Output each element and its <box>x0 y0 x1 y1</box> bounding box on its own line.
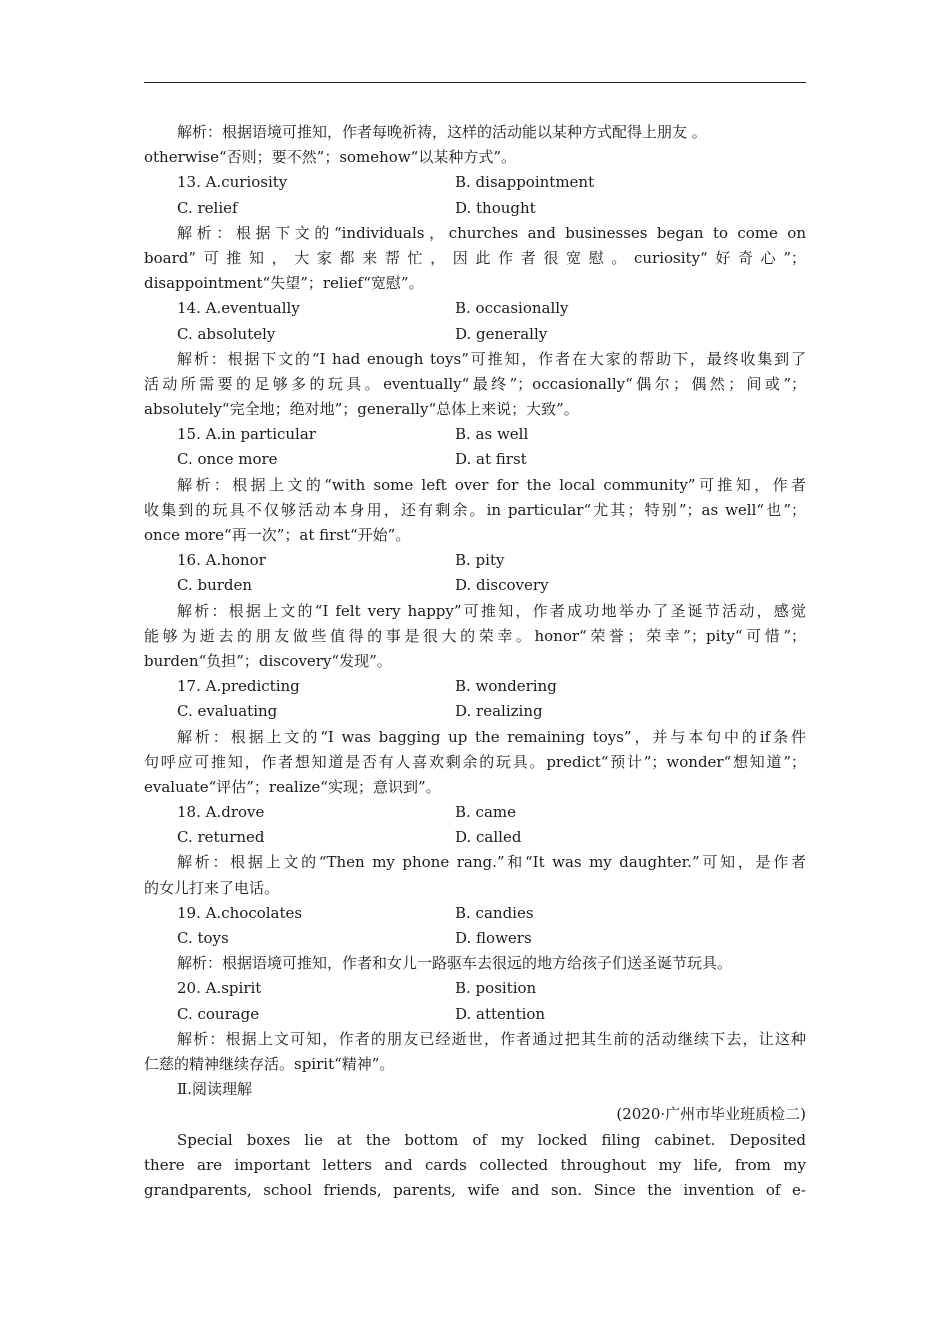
option-row <box>144 296 806 321</box>
option-row <box>144 196 806 221</box>
option-b: B. occasionally <box>455 299 569 318</box>
option-a: 15. A.in particular <box>177 425 316 444</box>
option-a: 18. A.drove <box>177 803 265 822</box>
analysis-line: 活动所需要的足够多的玩具。eventually“最终”；occasionally“偶尔；偶然；间或”； <box>144 374 806 393</box>
option-a: 20. A.spirit <box>177 979 262 998</box>
analysis-line: 解析：根据语境可推知，作者和女儿一路驱车去很远的地方给孩子们送圣诞节玩具。 <box>177 954 733 973</box>
option-row <box>144 674 806 699</box>
option-d: D. flowers <box>455 929 532 947</box>
option-row <box>144 699 806 724</box>
header-rule <box>144 82 806 83</box>
analysis-line: board”可推知，大家都来帮忙，因此作者很宽慰。curiosity“好奇心”； <box>144 248 806 267</box>
analysis-line: 解析：根据上文的“I was bagging up the remaining toys”，并与本句中的if条件 <box>177 727 806 746</box>
option-row <box>144 800 806 825</box>
option-c: C. absolutely <box>177 324 276 343</box>
question-block <box>144 170 806 296</box>
document-content <box>144 120 806 1203</box>
option-d: D. at first <box>455 450 527 469</box>
question-block <box>144 548 806 674</box>
option-a: 13. A.curiosity <box>177 173 288 192</box>
option-row <box>144 976 806 1001</box>
analysis-line: 解析：根据上文可知，作者的朋友已经逝世，作者通过把其生前的活动继续下去，让这种 <box>177 1029 806 1048</box>
option-d: D. realizing <box>455 702 543 721</box>
analysis-line: 能够为逝去的朋友做些值得的事是很大的荣幸。honor“荣誉；荣幸”；pity“可惜”； <box>144 626 806 645</box>
option-a: 14. A.eventually <box>177 299 300 318</box>
option-d: D. generally <box>455 324 548 343</box>
option-d: D. attention <box>455 1004 546 1023</box>
analysis-line: 解析：根据下文的“I had enough toys”可推知，作者在大家的帮助下，最终收集到了 <box>177 349 806 368</box>
question-block <box>144 901 806 977</box>
analysis-line: burden“负担”；discovery“发现”。 <box>144 651 392 670</box>
intro-analysis-line-2: otherwise“否则；要不然”；somehow“以某种方式”。 <box>144 148 517 167</box>
option-row <box>144 901 806 926</box>
analysis-line: 句呼应可推知，作者想知道是否有人喜欢剩余的玩具。predict“预计”；wonder“想知道”； <box>144 752 806 771</box>
option-c: C. evaluating <box>177 702 278 721</box>
option-row <box>144 926 806 951</box>
option-d: D. called <box>455 828 522 847</box>
source-label: (2020·广州市毕业班质检二) <box>616 1105 806 1124</box>
option-c: C. once more <box>177 450 278 469</box>
question-list <box>144 170 806 1077</box>
analysis-line: evaluate“评估”；realize“实现；意识到”。 <box>144 777 441 796</box>
option-c: C. relief <box>177 198 238 217</box>
option-row <box>144 1002 806 1027</box>
option-row <box>144 548 806 573</box>
option-row <box>144 447 806 472</box>
option-row <box>144 573 806 598</box>
analysis-line: 收集到的玩具不仅够活动本身用，还有剩余。in particular“尤其；特别”；as well“也”； <box>144 500 806 519</box>
analysis-line: 解析：根据上文的“with some left over for the local community”可推知，作者 <box>177 475 806 494</box>
option-row <box>144 170 806 195</box>
analysis-line: once more“再一次”；at first“开始”。 <box>144 526 411 544</box>
passage-line-1: Special boxes lie at the bottom of my locked filing cabinet. Deposited <box>177 1130 806 1149</box>
analysis-line: disappointment“失望”；relief“宽慰”。 <box>144 274 424 293</box>
passage-line-2: there are important letters and cards collected throughout my life, from my <box>144 1155 806 1174</box>
analysis-line: 解析：根据上文的“I felt very happy”可推知，作者成功地举办了圣诞节活动，感觉 <box>177 601 806 620</box>
analysis-line: absolutely“完全地；绝对地”；generally“总体上来说；大致”。 <box>144 400 579 419</box>
option-row <box>144 422 806 447</box>
option-c: C. returned <box>177 828 265 847</box>
question-block <box>144 674 806 800</box>
option-b: B. wondering <box>455 677 557 696</box>
analysis-line: 仁慈的精神继续存活。spirit“精神”。 <box>144 1054 395 1073</box>
question-block <box>144 976 806 1077</box>
option-a: 17. A.predicting <box>177 677 300 696</box>
option-a: 19. A.chocolates <box>177 903 303 922</box>
option-d: D. thought <box>455 198 536 217</box>
option-b: B. position <box>455 979 537 998</box>
option-b: B. came <box>455 803 517 822</box>
question-block <box>144 296 806 422</box>
option-c: C. courage <box>177 1004 260 1023</box>
intro-analysis-line-1: 解析：根据语境可推知，作者每晚祈祷，这样的活动能以某种方式配得上朋友 。 <box>177 123 707 141</box>
passage-line-3: grandparents, school friends, parents, wife and son. Since the invention of e- <box>144 1180 806 1199</box>
option-b: B. pity <box>455 551 505 570</box>
option-b: B. as well <box>455 425 529 444</box>
option-c: C. toys <box>177 929 229 947</box>
option-b: B. disappointment <box>455 173 595 192</box>
option-row <box>144 825 806 850</box>
section-title: Ⅱ.阅读理解 <box>177 1080 252 1099</box>
option-c: C. burden <box>177 576 253 595</box>
option-row <box>144 322 806 347</box>
question-block <box>144 422 806 548</box>
analysis-line: 解析：根据下文的“individuals，churches and businesses began to come on <box>177 223 806 242</box>
option-d: D. discovery <box>455 576 549 595</box>
analysis-line: 解析：根据上文的“Then my phone rang.”和“It was my daughter.”可知，是作者 <box>177 853 806 872</box>
question-block <box>144 800 806 901</box>
option-b: B. candies <box>455 903 534 922</box>
analysis-line: 的女儿打来了电话。 <box>144 878 280 897</box>
option-a: 16. A.honor <box>177 551 266 570</box>
